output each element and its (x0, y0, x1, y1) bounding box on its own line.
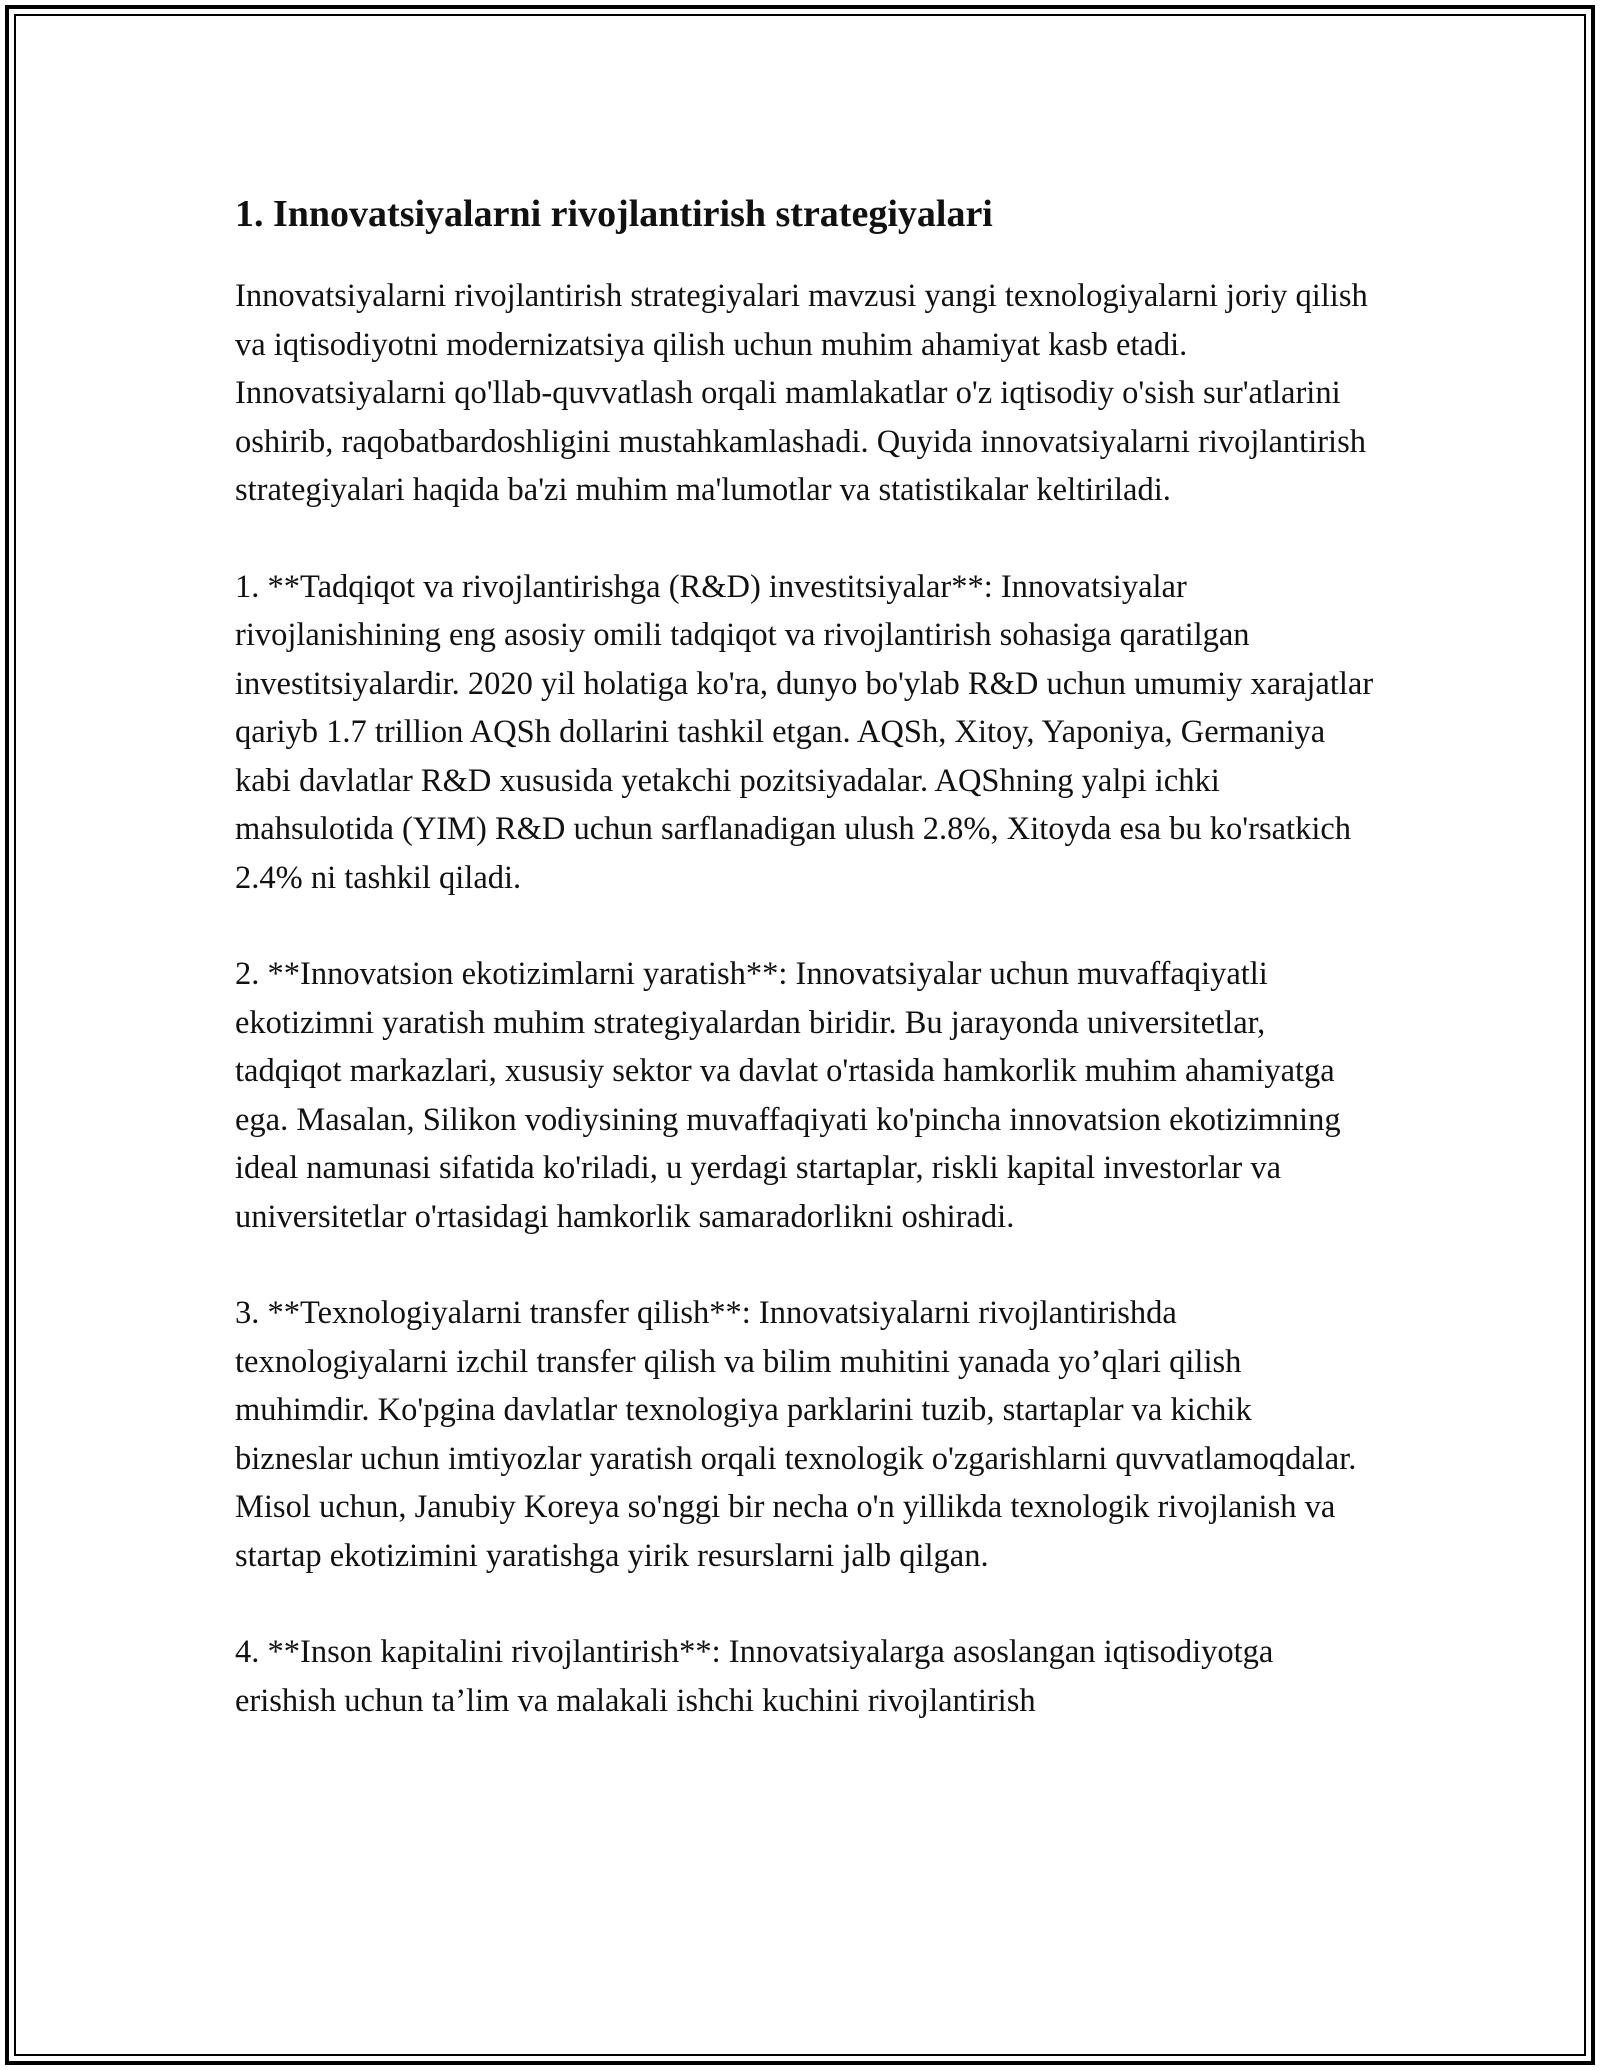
paragraph-rd-investments: 1. **Tadqiqot va rivojlantirishga (R&D) investitsiyalar**: Innovatsiyalar rivojlanishining eng asosiy omili tadqiqot va rivojlantirish sohasiga qaratilgan investitsiyalardir. 2020 yil holatiga ko'ra, dunyo bo'ylab R&D uchun umumiy xarajatlar qariyb 1.7 trillion AQSh dollarini tashkil etgan. AQSh, Xitoy, Yaponiya, Germaniya kabi davlatlar R&D xususida yetakchi pozitsiyadalar. AQShning yalpi ichki mahsulotida (YIM) R&D uchun sarflanadigan ulush 2.8%, Xitoyda esa bu ko'rsatkich 2.4% ni tashkil qiladi. (235, 568, 1374, 896)
document-title: 1. Innovatsiyalarni rivojlantirish strategiyalari (235, 193, 993, 235)
paragraph-human-capital: 4. **Inson kapitalini rivojlantirish**: Innovatsiyalarga asoslangan iqtisodiyotga erishish uchun ta’lim va malakali ishchi kuchini rivojlantirish (235, 1634, 1274, 1719)
paragraph-innovation-ecosystems: 2. **Innovatsion ekotizimlarni yaratish**: Innovatsiyalar uchun muvaffaqiyatli ekotizimni yaratish muhim strategiyalardan biridir. Bu jarayonda universitetlar, tadqiqot markazlari, xususiy sektor va davlat o'rtasida hamkorlik muhim ahamiyatga ega. Masalan, Silikon vodiysining muvaffaqiyati ko'pincha innovatsion ekotizimning ideal namunasi sifatida ko'riladi, u yerdagi startaplar, riskli kapital investorlar va universitetlar o'rtasidagi hamkorlik samaradorlikni oshiradi. (235, 956, 1341, 1235)
paragraph-technology-transfer: 3. **Texnologiyalarni transfer qilish**: Innovatsiyalarni rivojlantirishda texnologiyalarni izchil transfer qilish va bilim muhitini yanada yo’qlari qilish muhimdir. Ko'pgina davlatlar texnologiya parklarini tuzib, startaplar va kichik bizneslar uchun imtiyozlar yaratish orqali texnologik o'zgarishlarni quvvatlamoqdalar. Misol uchun, Janubiy Koreya so'nggi bir necha o'n yillikda texnologik rivojlanish va startap ekotizimini yaratishga yirik resurslarni jalb qilgan. (235, 1295, 1357, 1574)
document-body (235, 188, 1375, 1725)
intro-paragraph: Innovatsiyalarni rivojlantirish strategiyalari mavzusi yangi texnologiyalarni joriy qilish va iqtisodiyotni modernizatsiya qilish uchun muhim ahamiyat kasb etadi. Innovatsiyalarni qo'llab-quvvatlash orqali mamlakatlar o'z iqtisodiy o'sish sur'atlarini oshirib, raqobatbardoshligini mustahkamlashadi. Quyida innovatsiyalarni rivojlantirish strategiyalari haqida ba'zi muhim ma'lumotlar va statistikalar keltiriladi. (235, 278, 1368, 508)
